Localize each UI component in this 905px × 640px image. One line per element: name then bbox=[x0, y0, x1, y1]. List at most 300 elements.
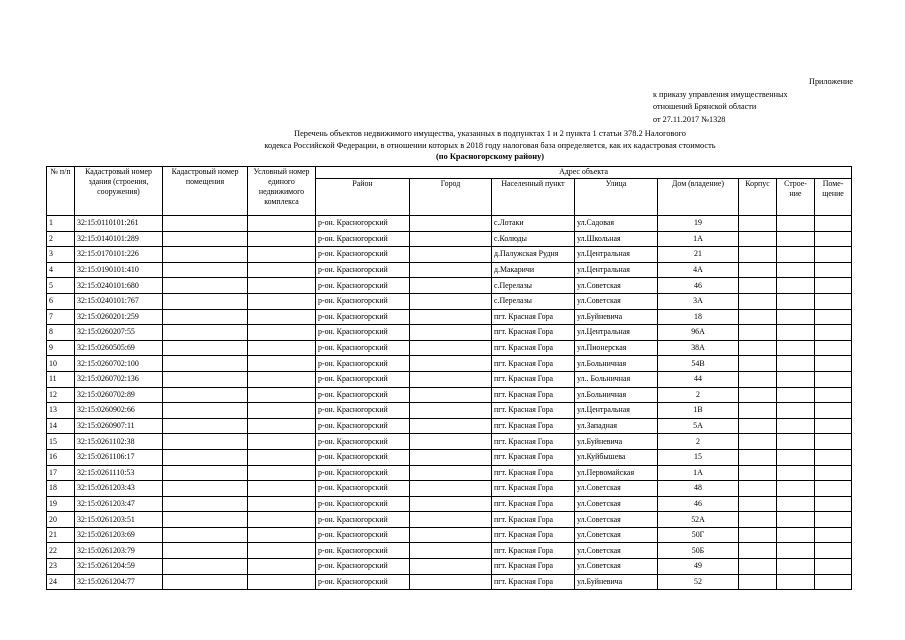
cell-cadastral-number: 32:15:0170101:226 bbox=[75, 247, 163, 263]
cell-street: ул.Центральная bbox=[575, 403, 658, 419]
cell-room-cadastral bbox=[163, 356, 248, 372]
cell-building bbox=[777, 434, 815, 450]
cell-city bbox=[410, 278, 492, 294]
cell-city bbox=[410, 247, 492, 263]
cell-city bbox=[410, 387, 492, 403]
cell-row-number: 10 bbox=[47, 356, 75, 372]
cell-locality: с.Перелазы bbox=[492, 278, 575, 294]
cell-street: ул.Буйневича bbox=[575, 309, 658, 325]
cell-row-number: 15 bbox=[47, 434, 75, 450]
cell-city bbox=[410, 449, 492, 465]
table-body bbox=[47, 216, 852, 590]
cell-conditional-number bbox=[248, 418, 316, 434]
cell-locality: с.Колюды bbox=[492, 231, 575, 247]
cell-row-number: 3 bbox=[47, 247, 75, 263]
cell-row-number: 9 bbox=[47, 340, 75, 356]
cell-cadastral-number: 32:15:0261203:69 bbox=[75, 527, 163, 543]
cell-building bbox=[777, 325, 815, 341]
cell-conditional-number bbox=[248, 527, 316, 543]
cell-locality: пгт. Красная Гора bbox=[492, 574, 575, 590]
cell-district: р-он. Красногорский bbox=[316, 340, 410, 356]
cell-cadastral-number: 32:15:0260207:55 bbox=[75, 325, 163, 341]
cell-locality: пгт. Красная Гора bbox=[492, 559, 575, 575]
cell-conditional-number bbox=[248, 247, 316, 263]
cell-locality: д.Макаричи bbox=[492, 262, 575, 278]
cell-row-number: 6 bbox=[47, 293, 75, 309]
cell-street: ул.Советская bbox=[575, 527, 658, 543]
cell-conditional-number bbox=[248, 278, 316, 294]
cell-korpus bbox=[739, 371, 777, 387]
cell-building bbox=[777, 574, 815, 590]
cell-cadastral-number: 32:15:0261203:43 bbox=[75, 481, 163, 497]
cell-korpus bbox=[739, 216, 777, 232]
cell-conditional-number bbox=[248, 309, 316, 325]
table-row bbox=[47, 512, 852, 528]
cell-korpus bbox=[739, 449, 777, 465]
cell-room bbox=[815, 434, 852, 450]
cell-cadastral-number: 32:15:0261204:59 bbox=[75, 559, 163, 575]
cell-city bbox=[410, 293, 492, 309]
cell-room bbox=[815, 559, 852, 575]
header-cad-room: Кадастровый номер помещения bbox=[163, 167, 248, 216]
cell-korpus bbox=[739, 418, 777, 434]
cell-city bbox=[410, 512, 492, 528]
cell-korpus bbox=[739, 496, 777, 512]
cell-room bbox=[815, 325, 852, 341]
cell-korpus bbox=[739, 574, 777, 590]
cell-room-cadastral bbox=[163, 293, 248, 309]
cell-korpus bbox=[739, 434, 777, 450]
cell-building bbox=[777, 262, 815, 278]
cell-building bbox=[777, 247, 815, 263]
cell-korpus bbox=[739, 527, 777, 543]
cell-row-number: 21 bbox=[47, 527, 75, 543]
table-row bbox=[47, 559, 852, 575]
cell-house: 2 bbox=[658, 434, 739, 450]
cell-cadastral-number: 32:15:0190101:410 bbox=[75, 262, 163, 278]
header-korpus: Корпус bbox=[739, 179, 777, 216]
cell-room-cadastral bbox=[163, 278, 248, 294]
cell-conditional-number bbox=[248, 293, 316, 309]
cell-locality: с.Лотаки bbox=[492, 216, 575, 232]
cell-house: 54В bbox=[658, 356, 739, 372]
cell-room-cadastral bbox=[163, 403, 248, 419]
heading-line-1: Перечень объектов недвижимого имущества, указанных в подпунктах 1 и 2 пункта 1 статьи 378.2 Налогового bbox=[294, 129, 686, 138]
cell-street: ул.Центральная bbox=[575, 325, 658, 341]
cell-row-number: 20 bbox=[47, 512, 75, 528]
table-row bbox=[47, 465, 852, 481]
cell-korpus bbox=[739, 543, 777, 559]
cell-room-cadastral bbox=[163, 496, 248, 512]
cell-cadastral-number: 32:15:0261204:77 bbox=[75, 574, 163, 590]
cell-row-number: 11 bbox=[47, 371, 75, 387]
cell-locality: пгт. Красная Гора bbox=[492, 403, 575, 419]
cell-building bbox=[777, 216, 815, 232]
cell-district: р-он. Красногорский bbox=[316, 278, 410, 294]
cell-room-cadastral bbox=[163, 325, 248, 341]
cell-district: р-он. Красногорский bbox=[316, 387, 410, 403]
cell-house: 2 bbox=[658, 387, 739, 403]
cell-room bbox=[815, 574, 852, 590]
cell-city bbox=[410, 356, 492, 372]
cell-house: 1В bbox=[658, 403, 739, 419]
cell-row-number: 14 bbox=[47, 418, 75, 434]
cell-city bbox=[410, 434, 492, 450]
cell-building bbox=[777, 387, 815, 403]
cell-row-number: 19 bbox=[47, 496, 75, 512]
cell-city bbox=[410, 340, 492, 356]
table-row bbox=[47, 293, 852, 309]
header-building: Строе-ние bbox=[777, 179, 815, 216]
cell-district: р-он. Красногорский bbox=[316, 574, 410, 590]
cell-locality: пгт. Красная Гора bbox=[492, 481, 575, 497]
cell-house: 3А bbox=[658, 293, 739, 309]
heading-line-2: кодекса Российской Федерации, в отношении которых в 2018 году налоговая база определяется, как их кадастровая стоимость bbox=[264, 140, 716, 150]
cell-cadastral-number: 32:15:0260702:89 bbox=[75, 387, 163, 403]
cell-street: ул.Советская bbox=[575, 512, 658, 528]
cell-cadastral-number: 32:15:0140101:289 bbox=[75, 231, 163, 247]
cell-korpus bbox=[739, 403, 777, 419]
cell-city bbox=[410, 527, 492, 543]
cell-district: р-он. Красногорский bbox=[316, 434, 410, 450]
header-room: Поме-щение bbox=[815, 179, 852, 216]
cell-room bbox=[815, 262, 852, 278]
cell-cadastral-number: 32:15:0261110:53 bbox=[75, 465, 163, 481]
cell-room-cadastral bbox=[163, 216, 248, 232]
cell-city bbox=[410, 325, 492, 341]
cell-building bbox=[777, 496, 815, 512]
header-num: № п/п bbox=[47, 167, 75, 216]
table-row bbox=[47, 309, 852, 325]
cell-street: ул.Пионерская bbox=[575, 340, 658, 356]
cell-conditional-number bbox=[248, 434, 316, 450]
cell-conditional-number bbox=[248, 325, 316, 341]
cell-district: р-он. Красногорский bbox=[316, 527, 410, 543]
table-row bbox=[47, 231, 852, 247]
cell-house: 48 bbox=[658, 481, 739, 497]
header-district: Район bbox=[316, 179, 410, 216]
cell-room bbox=[815, 340, 852, 356]
cell-korpus bbox=[739, 247, 777, 263]
table-row bbox=[47, 543, 852, 559]
cell-city bbox=[410, 559, 492, 575]
cell-room bbox=[815, 231, 852, 247]
cell-street: ул.Центральная bbox=[575, 262, 658, 278]
cell-cadastral-number: 32:15:0260201:259 bbox=[75, 309, 163, 325]
cell-city bbox=[410, 371, 492, 387]
cell-locality: пгт. Красная Гора bbox=[492, 309, 575, 325]
appendix-order-ref: к приказу управления имущественных bbox=[653, 89, 788, 99]
heading-district: (по Красногорскому району) bbox=[435, 152, 545, 161]
table-row bbox=[47, 278, 852, 294]
cell-district: р-он. Красногорский bbox=[316, 247, 410, 263]
cell-building bbox=[777, 527, 815, 543]
cell-house: 52 bbox=[658, 574, 739, 590]
cell-district: р-он. Красногорский bbox=[316, 449, 410, 465]
cell-building bbox=[777, 543, 815, 559]
cell-building bbox=[777, 559, 815, 575]
cell-house: 52А bbox=[658, 512, 739, 528]
cell-city bbox=[410, 262, 492, 278]
cell-building bbox=[777, 403, 815, 419]
cell-street: ул.Буйневича bbox=[575, 574, 658, 590]
cell-room-cadastral bbox=[163, 247, 248, 263]
cell-cadastral-number: 32:15:0261203:47 bbox=[75, 496, 163, 512]
cell-room-cadastral bbox=[163, 434, 248, 450]
cell-street: ул.Советская bbox=[575, 481, 658, 497]
cell-building bbox=[777, 340, 815, 356]
cell-locality: пгт. Красная Гора bbox=[492, 543, 575, 559]
cell-city bbox=[410, 418, 492, 434]
cell-building bbox=[777, 418, 815, 434]
cell-cadastral-number: 32:15:0260902:66 bbox=[75, 403, 163, 419]
cell-building bbox=[777, 356, 815, 372]
header-conditional-number: Условный номер единого недвижимого комплекса bbox=[248, 167, 316, 216]
cell-row-number: 5 bbox=[47, 278, 75, 294]
appendix-department: отношений Брянской области bbox=[653, 102, 757, 111]
cell-street: ул.Центральная bbox=[575, 247, 658, 263]
cell-cadastral-number: 32:15:0260505:69 bbox=[75, 340, 163, 356]
cell-conditional-number bbox=[248, 465, 316, 481]
cell-district: р-он. Красногорский bbox=[316, 496, 410, 512]
cell-room bbox=[815, 527, 852, 543]
table-row bbox=[47, 449, 852, 465]
cell-room bbox=[815, 512, 852, 528]
cell-district: р-он. Красногорский bbox=[316, 403, 410, 419]
table-row bbox=[47, 418, 852, 434]
cell-locality: д.Палужская Рудня bbox=[492, 247, 575, 263]
cell-city bbox=[410, 543, 492, 559]
cell-korpus bbox=[739, 325, 777, 341]
cell-locality: пгт. Красная Гора bbox=[492, 512, 575, 528]
property-table bbox=[46, 166, 852, 590]
cell-locality: с.Перелазы bbox=[492, 293, 575, 309]
cell-room bbox=[815, 465, 852, 481]
cell-conditional-number bbox=[248, 449, 316, 465]
table-row bbox=[47, 387, 852, 403]
appendix-date-number: от 27.11.2017 №1328 bbox=[653, 114, 726, 124]
cell-row-number: 18 bbox=[47, 481, 75, 497]
cell-city bbox=[410, 231, 492, 247]
cell-street: ул.Садовая bbox=[575, 216, 658, 232]
cell-row-number: 22 bbox=[47, 543, 75, 559]
cell-city bbox=[410, 309, 492, 325]
cell-street: ул.Советская bbox=[575, 496, 658, 512]
cell-city bbox=[410, 481, 492, 497]
header-street: Улица bbox=[575, 179, 658, 216]
cell-conditional-number bbox=[248, 387, 316, 403]
table-row bbox=[47, 496, 852, 512]
cell-district: р-он. Красногорский bbox=[316, 356, 410, 372]
table-header bbox=[47, 167, 852, 216]
cell-district: р-он. Красногорский bbox=[316, 216, 410, 232]
cell-locality: пгт. Красная Гора bbox=[492, 496, 575, 512]
cell-room-cadastral bbox=[163, 449, 248, 465]
cell-korpus bbox=[739, 387, 777, 403]
cell-row-number: 7 bbox=[47, 309, 75, 325]
cell-building bbox=[777, 278, 815, 294]
cell-korpus bbox=[739, 481, 777, 497]
cell-district: р-он. Красногорский bbox=[316, 371, 410, 387]
cell-district: р-он. Красногорский bbox=[316, 325, 410, 341]
header-locality: Населенный пункт bbox=[492, 179, 575, 216]
cell-room bbox=[815, 371, 852, 387]
cell-room-cadastral bbox=[163, 231, 248, 247]
cell-room bbox=[815, 387, 852, 403]
cell-row-number: 2 bbox=[47, 231, 75, 247]
cell-house: 96А bbox=[658, 325, 739, 341]
cell-house: 46 bbox=[658, 496, 739, 512]
cell-room bbox=[815, 449, 852, 465]
cell-conditional-number bbox=[248, 559, 316, 575]
cell-korpus bbox=[739, 231, 777, 247]
cell-korpus bbox=[739, 465, 777, 481]
header-address: Адрес объекта bbox=[316, 167, 852, 179]
cell-city bbox=[410, 496, 492, 512]
cell-row-number: 13 bbox=[47, 403, 75, 419]
cell-street: ул.Больничная bbox=[575, 387, 658, 403]
cell-street: ул.Больничная bbox=[575, 356, 658, 372]
cell-conditional-number bbox=[248, 496, 316, 512]
cell-room bbox=[815, 293, 852, 309]
table-row bbox=[47, 216, 852, 232]
cell-room-cadastral bbox=[163, 262, 248, 278]
cell-house: 1А bbox=[658, 465, 739, 481]
cell-cadastral-number: 32:15:0261102:38 bbox=[75, 434, 163, 450]
cell-room-cadastral bbox=[163, 309, 248, 325]
cell-room-cadastral bbox=[163, 387, 248, 403]
cell-city bbox=[410, 465, 492, 481]
cell-house: 4А bbox=[658, 262, 739, 278]
cell-cadastral-number: 32:15:0261106:17 bbox=[75, 449, 163, 465]
cell-korpus bbox=[739, 309, 777, 325]
table-row bbox=[47, 262, 852, 278]
cell-cadastral-number: 32:15:0261203:51 bbox=[75, 512, 163, 528]
cell-street: ул.Советская bbox=[575, 559, 658, 575]
cell-street: ул.Первомайская bbox=[575, 465, 658, 481]
cell-locality: пгт. Красная Гора bbox=[492, 418, 575, 434]
cell-street: ул.Советская bbox=[575, 293, 658, 309]
cell-house: 46 bbox=[658, 278, 739, 294]
cell-room-cadastral bbox=[163, 371, 248, 387]
cell-conditional-number bbox=[248, 231, 316, 247]
cell-room-cadastral bbox=[163, 543, 248, 559]
cell-house: 18 bbox=[658, 309, 739, 325]
cell-conditional-number bbox=[248, 403, 316, 419]
cell-row-number: 24 bbox=[47, 574, 75, 590]
cell-house: 21 bbox=[658, 247, 739, 263]
cell-street: ул.Куйбышева bbox=[575, 449, 658, 465]
cell-building bbox=[777, 231, 815, 247]
cell-locality: пгт. Красная Гора bbox=[492, 527, 575, 543]
table-row bbox=[47, 371, 852, 387]
table-row bbox=[47, 403, 852, 419]
cell-row-number: 8 bbox=[47, 325, 75, 341]
cell-korpus bbox=[739, 356, 777, 372]
header-city: Город bbox=[410, 179, 492, 216]
cell-building bbox=[777, 449, 815, 465]
cell-room bbox=[815, 481, 852, 497]
cell-room bbox=[815, 356, 852, 372]
cell-locality: пгт. Красная Гора bbox=[492, 434, 575, 450]
appendix-title: Приложение bbox=[809, 77, 853, 86]
cell-korpus bbox=[739, 512, 777, 528]
cell-building bbox=[777, 309, 815, 325]
cell-conditional-number bbox=[248, 512, 316, 528]
cell-street: ул.. Больничная bbox=[575, 371, 658, 387]
cell-room-cadastral bbox=[163, 527, 248, 543]
header-house: Дом (владение) bbox=[658, 179, 739, 216]
cell-house: 1А bbox=[658, 231, 739, 247]
appendix-block bbox=[653, 76, 853, 126]
cell-district: р-он. Красногорский bbox=[316, 559, 410, 575]
cell-row-number: 4 bbox=[47, 262, 75, 278]
cell-cadastral-number: 32:15:0260702:136 bbox=[75, 371, 163, 387]
cell-conditional-number bbox=[248, 216, 316, 232]
cell-house: 15 bbox=[658, 449, 739, 465]
cell-row-number: 23 bbox=[47, 559, 75, 575]
cell-city bbox=[410, 216, 492, 232]
cell-korpus bbox=[739, 293, 777, 309]
cell-district: р-он. Красногорский bbox=[316, 465, 410, 481]
cell-building bbox=[777, 465, 815, 481]
cell-cadastral-number: 32:15:0260702:100 bbox=[75, 356, 163, 372]
cell-cadastral-number: 32:15:0240101:767 bbox=[75, 293, 163, 309]
cell-house: 44 bbox=[658, 371, 739, 387]
cell-building bbox=[777, 293, 815, 309]
cell-room bbox=[815, 403, 852, 419]
cell-cadastral-number: 32:15:0110101:261 bbox=[75, 216, 163, 232]
cell-street: ул.Школьная bbox=[575, 231, 658, 247]
header-cad-building: Кадастровый номер здания (строения, сооружения) bbox=[75, 167, 163, 216]
cell-building bbox=[777, 481, 815, 497]
cell-district: р-он. Красногорский bbox=[316, 262, 410, 278]
cell-street: ул.Буйневича bbox=[575, 434, 658, 450]
cell-room-cadastral bbox=[163, 465, 248, 481]
cell-cadastral-number: 32:15:0240101:680 bbox=[75, 278, 163, 294]
table-row bbox=[47, 434, 852, 450]
cell-korpus bbox=[739, 559, 777, 575]
cell-row-number: 16 bbox=[47, 449, 75, 465]
cell-room-cadastral bbox=[163, 559, 248, 575]
table-row bbox=[47, 247, 852, 263]
cell-conditional-number bbox=[248, 356, 316, 372]
cell-room bbox=[815, 216, 852, 232]
table-row bbox=[47, 325, 852, 341]
cell-house: 49 bbox=[658, 559, 739, 575]
cell-conditional-number bbox=[248, 262, 316, 278]
cell-house: 50Г bbox=[658, 527, 739, 543]
cell-locality: пгт. Красная Гора bbox=[492, 449, 575, 465]
cell-locality: пгт. Красная Гора bbox=[492, 340, 575, 356]
cell-city bbox=[410, 574, 492, 590]
cell-locality: пгт. Красная Гора bbox=[492, 387, 575, 403]
cell-house: 38А bbox=[658, 340, 739, 356]
cell-building bbox=[777, 371, 815, 387]
cell-row-number: 17 bbox=[47, 465, 75, 481]
cell-city bbox=[410, 403, 492, 419]
cell-row-number: 12 bbox=[47, 387, 75, 403]
table-row bbox=[47, 340, 852, 356]
cell-district: р-он. Красногорский bbox=[316, 293, 410, 309]
cell-district: р-он. Красногорский bbox=[316, 481, 410, 497]
cell-conditional-number bbox=[248, 340, 316, 356]
cell-street: ул.Советская bbox=[575, 278, 658, 294]
cell-room-cadastral bbox=[163, 418, 248, 434]
cell-conditional-number bbox=[248, 481, 316, 497]
cell-locality: пгт. Красная Гора bbox=[492, 325, 575, 341]
document-heading bbox=[150, 128, 830, 163]
